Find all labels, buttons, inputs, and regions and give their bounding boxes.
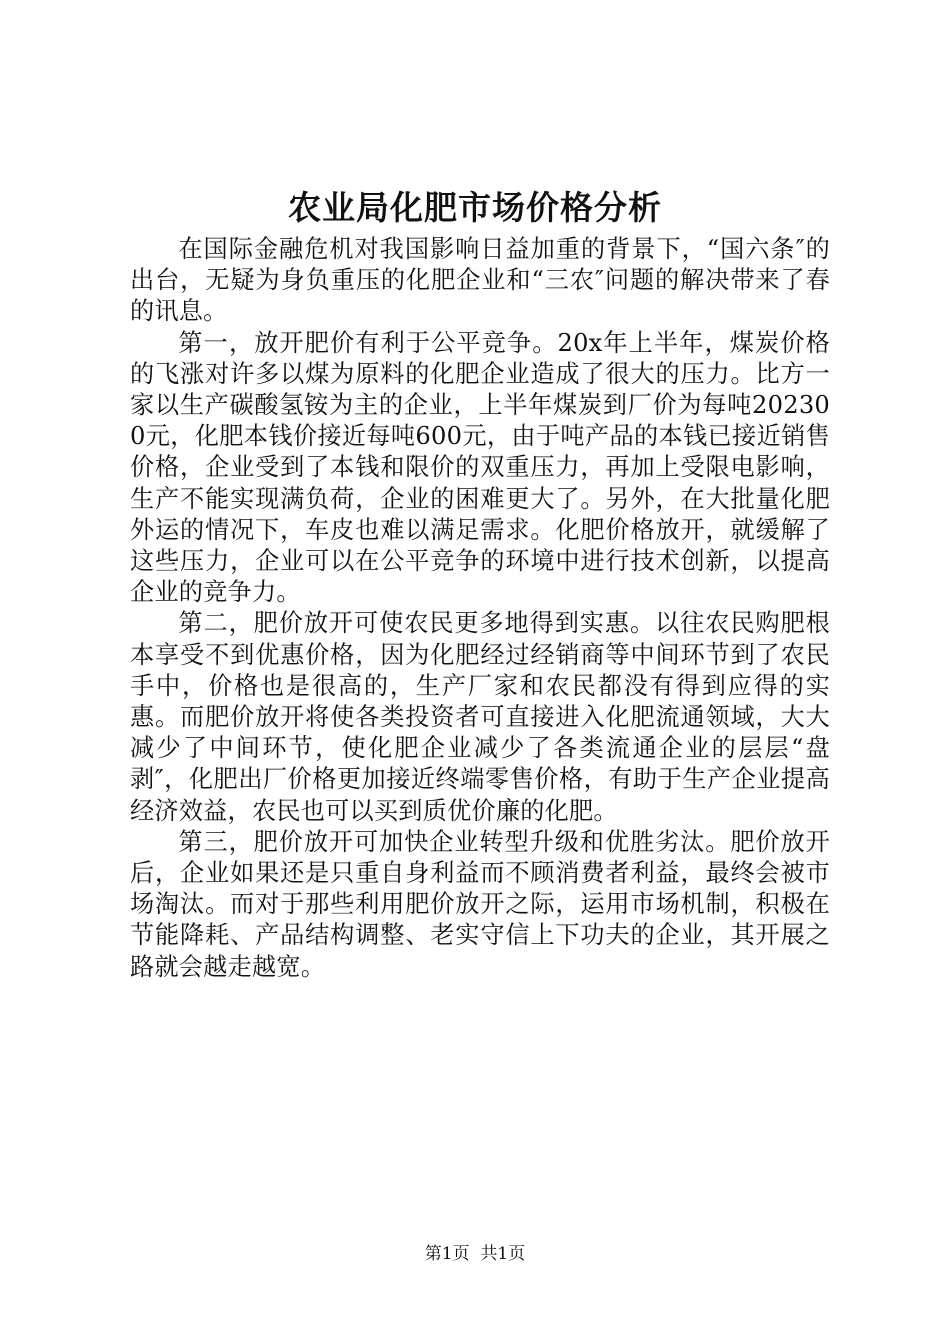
page-title: 农业局化肥市场价格分析 [288, 188, 662, 227]
paragraph-intro: 在国际金融危机对我国影响日益加重的背景下，“国六条″的出台，无疑为身负重压的化肥企业和“三农″问题的解决带来了春的讯息。 [130, 235, 830, 326]
footer-separator [470, 1244, 481, 1264]
paragraph-first-point: 第一，放开肥价有利于公平竞争。20x年上半年，煤炭价格的飞涨对许多以煤为原料的化肥企业造成了很大的压力。比方一家以生产碳酸氢铵为主的企业，上半年煤炭到厂价为每吨202300元，化肥本钱价接近每吨600元，由于吨产品的本钱已接近销售价格，企业受到了本钱和限价的双重压力，再加上受限电影响，生产不能实现满负荷，企业的困难更大了。另外，在大批量化肥外运的情况下，车皮也难以满足需求。化肥价格放开，就缓解了这些压力，企业可以在公平竞争的环境中进行技术创新，以提高企业的竞争力。 [130, 328, 830, 607]
document-body [130, 234, 830, 983]
paragraph-second-point: 第二，肥价放开可使农民更多地得到实惠。以往农民购肥根本享受不到优惠价格，因为化肥经过经销商等中间环节到了农民手中，价格也是很高的，生产厂家和农民都没有得到应得的实惠。而肥价放开将使各类投资者可直接进入化肥流通领域，大大减少了中间环节，使化肥企业减少了各类流通企业的层层“盘剥″，化肥出厂价格更加接近终端零售价格，有助于生产企业提高经济效益，农民也可以买到质优价廉的化肥。 [130, 609, 830, 825]
paragraph-third-point: 第三，肥价放开可加快企业转型升级和优胜劣汰。肥价放开后，企业如果还是只重自身利益而不顾消费者利益，最终会被市场淘汰。而对于那些利用肥价放开之际，运用市场机制，积极在节能降耗、产品结构调整、老实守信上下功夫的企业，其开展之路就会越走越宽。 [130, 827, 830, 981]
page-footer [0, 1242, 950, 1266]
page-total: 共1页 [480, 1244, 526, 1264]
page-number: 第1页 [424, 1244, 470, 1264]
